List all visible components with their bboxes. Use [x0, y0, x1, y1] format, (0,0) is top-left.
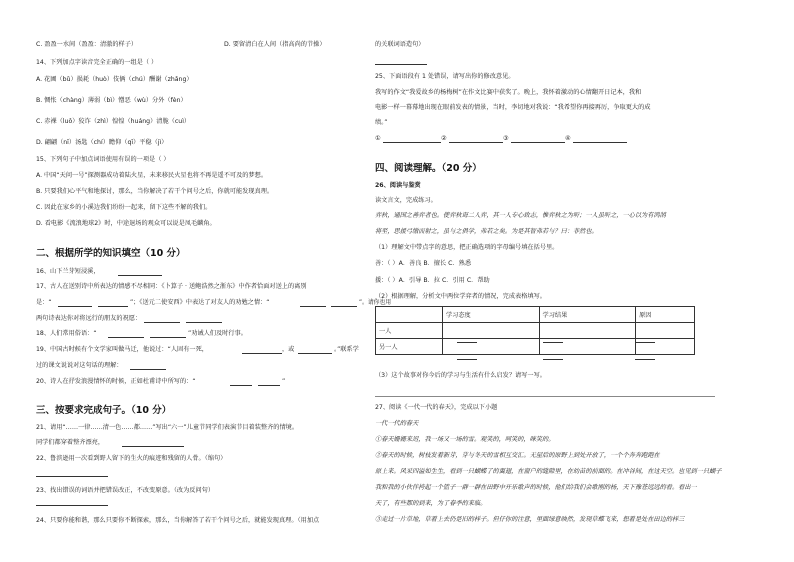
q17-line1: 17、古人在送别诗中所表达的情感不尽相同：《卜算子 · 送鲍浩然之浙东》中作者恰面对送上的离别	[36, 283, 307, 290]
q14-option-d: D. 翩翩（nī）汤匙（chí）瞻仰（qī）平稳（jì）	[36, 139, 168, 146]
q17-line2a: 是：“	[36, 299, 52, 306]
q20: 20、诗人在抒发浪漫情怀的时候，正如杜甫诗中所写的：“	[36, 378, 196, 385]
q22: 22、鲁滨逊用一次看到野人留下的生火的痕迹和残留的人骨。（缩句）	[36, 455, 227, 462]
table-header-cell	[376, 307, 443, 323]
table-header-row	[376, 307, 695, 323]
q27-stem: 27、阅读《一代一代的春天》，完成以下小题	[375, 404, 498, 411]
q17-line3: 两句诗表达你对将远行的朋友的祝愿：	[36, 315, 142, 322]
q25-stem: 25、下面语段有 1 处错误，请写出你的修改意见。	[375, 73, 515, 80]
section-4-title: 四、阅读理解。（20 分）	[375, 163, 482, 174]
q27-para-2b: 原上来。风采四溢如生生，看到一只蝴蝶了的翼翅，在窗户的缝隙里，在幼苗的前面的。在冲谷间，在这天空。也见到一只蝴子	[375, 468, 722, 475]
q14-option-b: B. 惆怅（chàng）薄弱（bì）憎恶（wù）分外（fèn）	[36, 97, 187, 104]
q20-tail: ”	[282, 378, 286, 385]
q19-line1: 19、中国古时候有个文学家叫做马迁，他说过：“人固有一死，	[36, 346, 208, 353]
q15-option-b: B. 只要我们心平气和地探讨，那么，当你解决了若干个问号之后，你就可能发现真理。	[36, 188, 274, 195]
table-cell-blank[interactable]	[636, 323, 695, 339]
q26-intro: 读文言文，完成练习。	[375, 197, 437, 204]
q26-label: 26、阅读与鉴赏	[375, 182, 421, 189]
q25-blank-4: ④	[565, 135, 571, 142]
q26-option-b: 援：（ ）A．引导 B．拉 C．引用 C．帮助	[375, 277, 490, 284]
q27-para-2a: ②春天的时候，树枝发着新芽，芽与冬天的雪相互交汇。无屋后的原野上到处开放了，一个个奔奔跑跑在	[375, 452, 660, 459]
q27-para-3: ③走过一片草地，草着上去仍是旧的样子。但仔你的注意，里面绿意映然，发现草蝶飞来，想着是处在田边的样三	[375, 516, 685, 523]
q17-line2b: ”；《送元二使安西》中表达了对友人的劝勉之情：“	[130, 299, 270, 306]
q25-para-1: 我写的作文“我爱故乡的杨梅树”在作文比赛中获奖了。晚上，我怀着激动的心情翻开日记本，我和	[375, 89, 642, 96]
q18-tail: ”劝诫人们及时行事。	[188, 330, 247, 337]
table-row	[376, 323, 695, 339]
q14-stem: 14、下列加点字读音完全正确的一组是（ ）	[36, 59, 158, 66]
q18: 18、人们常用俗语：“	[36, 330, 97, 337]
q26-sub2: （2）根据理解，分析文中两位学弈者的情况，完成表格填写。	[375, 293, 546, 300]
study-table	[375, 306, 695, 355]
table-cell-blank[interactable]	[443, 339, 540, 355]
q27-title: 一代一代的春天	[375, 420, 419, 427]
table-header-cell: 原因	[636, 307, 695, 323]
q24: 24、只要你能和谐，那么只要你不断探索，那么，当你解答了若干个问号之后，就能发现真理。（用加点	[36, 517, 320, 524]
table-row	[376, 339, 695, 355]
q27-para-2c: 我和我的小伙伴挎起一个篮子一群一群在田野中开乐歌声的时候，他们给我们会歌刚的杨，天下豫苍远远的看。看出一	[375, 484, 697, 491]
q25-blank-2: ②	[441, 135, 447, 142]
q27-para-1: ①春天姗姗来迟，我一场又一场的雪。观笑的，呵笑的，咪笑的。	[375, 436, 555, 443]
q26-sub1: （1）理解文中带点字的意思，把正确选项的字母编号填在括号里。	[375, 244, 559, 251]
classical-text-1: 弈秋，通国之善弈者也。使弈秋诲二人弈，其一人专心致志，惟弈秋之为听；一人虽听之，一心以为有鸿鹄	[375, 212, 666, 219]
q19-line1-tail: 。”联系学	[334, 346, 359, 353]
q13-option-c: C. 盈盈一水间（盈盈：清澈的样子）	[36, 41, 138, 48]
table-row-label: 另一人	[376, 339, 443, 355]
q16: 16、山下兰芽短浸溪，	[36, 268, 100, 275]
q14-option-c: C. 赤裸（luǒ）狡诈（zhì）惶惶（huáng）清脆（cuì）	[36, 118, 191, 125]
table-header-cell: 学习态度	[443, 307, 540, 323]
q15-option-c: C. 因此在家乡的小溪边我们纷纷一起来，留下这些不解的我们。	[36, 204, 212, 211]
q21-line2: 同学们都穿着整齐漂亮，	[36, 439, 105, 446]
q26-sub3: （3）这个故事对你今后的学习与生活有什么启发？请写一写。	[375, 372, 546, 379]
q25-blank-1: ①	[375, 135, 381, 142]
q17-line2c: ”。请你也用	[359, 299, 392, 306]
q13-option-d: D. 要留清白在人间（指高尚的节操）	[224, 41, 326, 48]
q27-para-2d: 天了，有些都的到来，为了春季的来临。	[375, 500, 487, 507]
q21-line1: 21、请用“……一律……清一色……都……”写出“六一”儿童节同学们表演节目着装整齐的情境。	[36, 424, 299, 431]
section-3-title: 三、按要求完成句子。（10 分）	[36, 405, 172, 416]
q25-para-2: 电影一样一幕幕地出现在眼前发表的情景，当时，李切地对我说：“我希望你再接再厉，争取更大的成	[375, 104, 651, 111]
q14-option-a: A. 花圃（bǔ）损耗（huò）伎俩（chú）酬谢（zhǎng）	[36, 76, 193, 83]
table-row-label: 一人	[376, 323, 443, 339]
classical-text-2: 将至，思援弓缴而射之，虽与之俱学，弗若之矣。为是其智弗若与？曰：非然也。	[375, 228, 598, 235]
table-cell-blank[interactable]	[539, 323, 636, 339]
q15-option-d: D. 看电影《流浪地球2》时，中途退场的观众可以说是凤毛麟角。	[36, 220, 216, 227]
table-header-cell: 学习结果	[539, 307, 636, 323]
q26-option-a: 善：（ ）A．善良 B．擅长 C．熟悉	[375, 260, 472, 267]
q25-blank-3: ③	[503, 135, 509, 142]
section-2-title: 二、根据所学的知识填空（10 分）	[36, 248, 186, 259]
q19-or: ，或	[282, 346, 295, 353]
q15-stem: 15、下列句子中加点词语使用有误的一项是（ ）	[36, 156, 170, 163]
q15-option-a: A. 中国“天问一号”探测器成功着陆火星，未来移民火星也将不再是遥不可及的梦想。	[36, 172, 268, 179]
table-cell-blank[interactable]	[636, 339, 695, 355]
q25-para-3: 绩。”	[375, 119, 388, 126]
q23: 23、找出错误的词语并把错误改正，不改变原意。（改为反问句）	[36, 487, 215, 494]
table-cell-blank[interactable]	[539, 339, 636, 355]
table-cell-blank[interactable]	[443, 323, 540, 339]
q19-line2: 过的课文说说对这句话的理解：	[36, 362, 123, 369]
q24-tail: 的关联词语造句）	[375, 41, 425, 48]
